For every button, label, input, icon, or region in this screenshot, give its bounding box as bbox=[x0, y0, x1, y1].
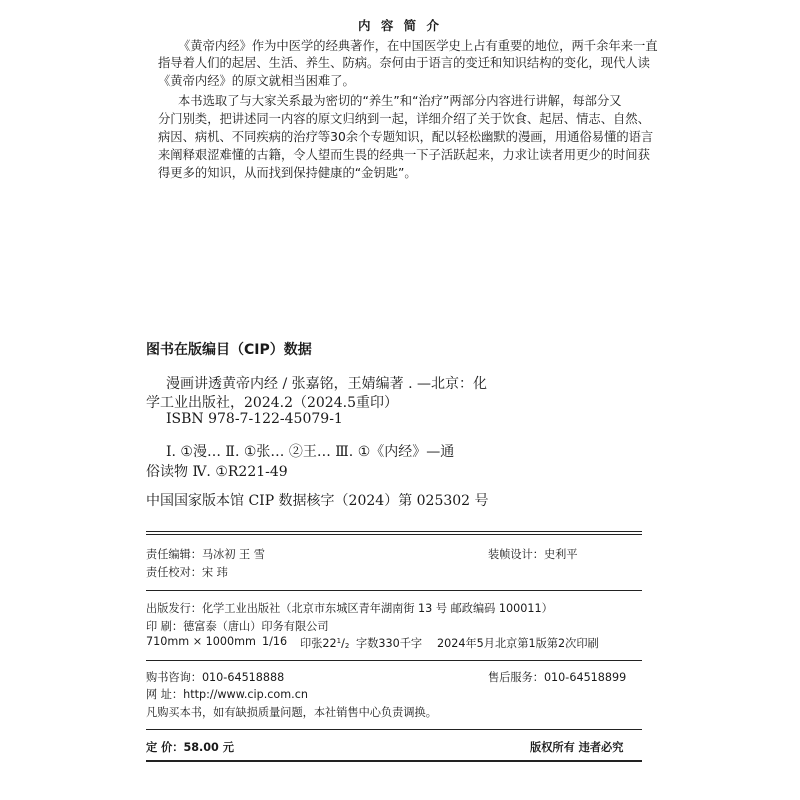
divider bbox=[146, 590, 642, 591]
responsible-editor: 责任编辑：马冰初 王 雪 bbox=[146, 548, 265, 561]
intro-p2-line: 得更多的知识，从而找到保持健康的“金钥匙”。 bbox=[158, 166, 417, 180]
website: 网 址：http://www.cip.com.cn bbox=[146, 688, 308, 701]
format-size: 710mm × 1000mm bbox=[146, 635, 256, 648]
copyright-notice: 版权所有 违者必究 bbox=[530, 741, 624, 754]
divider bbox=[146, 531, 642, 532]
intro-p1-line: 指导着人们的起居、生活、养生、防病。奈何由于语言的变迁和知识结构的变化，现代人读 bbox=[158, 56, 650, 70]
intro-p2-line: 本书选取了与大家关系最为密切的“养生”和“治疗”两部分内容进行讲解，每部分又 bbox=[178, 94, 622, 108]
order-phone: 购书咨询：010-64518888 bbox=[146, 671, 285, 684]
printed-sheets: 印张$22^1/_2$ bbox=[300, 637, 350, 650]
intro-title: 内 容 简 介 bbox=[357, 18, 443, 33]
price: 定 价：58.00 元 bbox=[146, 741, 234, 754]
after-sales-phone: 售后服务：010-64518899 bbox=[488, 671, 627, 684]
cip-entry-line: 学工业出版社，2024.2（2024.5重印） bbox=[146, 395, 398, 411]
intro-p2-line: 分门别类，把讲述同一内容的原文归纳到一起，详细介绍了关于饮食、起居、情志、自然、 bbox=[158, 112, 650, 126]
divider bbox=[146, 660, 642, 661]
intro-p1-line: 《黄帝内经》作为中医学的经典著作，在中国医学史上占有重要的地位，两千余年来一直 bbox=[178, 39, 658, 53]
cip-entry-line: 漫画讲透黄帝内经 / 张嘉铭，王婧编著 . —北京：化 bbox=[166, 376, 487, 392]
cip-classification-line: 俗读物 Ⅳ. ①R221-49 bbox=[146, 464, 288, 480]
sheets-numerator: 1 bbox=[336, 637, 342, 645]
intro-p1-line: 《黄帝内经》的原文就相当困难了。 bbox=[158, 74, 355, 88]
cover-designer: 装帧设计：史利平 bbox=[488, 548, 578, 561]
divider bbox=[146, 534, 642, 535]
divider bbox=[146, 729, 642, 730]
cip-approval-number: 中国国家版本馆 CIP 数据核字（2024）第 025302 号 bbox=[146, 493, 489, 509]
cip-isbn: ISBN 978-7-122-45079-1 bbox=[166, 411, 343, 427]
divider bbox=[146, 760, 642, 762]
format-fold: 1/16 bbox=[262, 635, 288, 648]
word-count: 字数330千字 bbox=[356, 637, 423, 650]
intro-p2-line: 病因、病机、不同疾病的治疗等30余个专题知识，配以轻松幽默的漫画，用通俗易懂的语言 bbox=[158, 130, 654, 144]
intro-p2-line: 来阐释艰涩难懂的古籍，令人望而生畏的经典一下子活跃起来，力求让读者用更少的时间获 bbox=[158, 148, 650, 162]
responsible-proofreader: 责任校对：宋 玮 bbox=[146, 566, 228, 579]
edition-info: 2024年5月北京第1版第2次印刷 bbox=[437, 637, 599, 650]
cip-heading: 图书在版编目（CIP）数据 bbox=[146, 342, 312, 358]
cip-classification-line: Ⅰ. ①漫… Ⅱ. ①张… ②王… Ⅲ. ①《内经》—通 bbox=[166, 444, 455, 460]
printed-sheets-prefix: 印张22 bbox=[300, 637, 337, 650]
return-notice: 凡购买本书，如有缺损质量问题，本社销售中心负责调换。 bbox=[146, 706, 437, 719]
printer-info: 印 刷：德富泰（唐山）印务有限公司 bbox=[146, 620, 329, 633]
sheets-denominator: 2 bbox=[344, 642, 350, 650]
publisher-info: 出版发行：化学工业出版社（北京市东城区青年湖南街 13 号 邮政编码 100011） bbox=[146, 602, 553, 615]
